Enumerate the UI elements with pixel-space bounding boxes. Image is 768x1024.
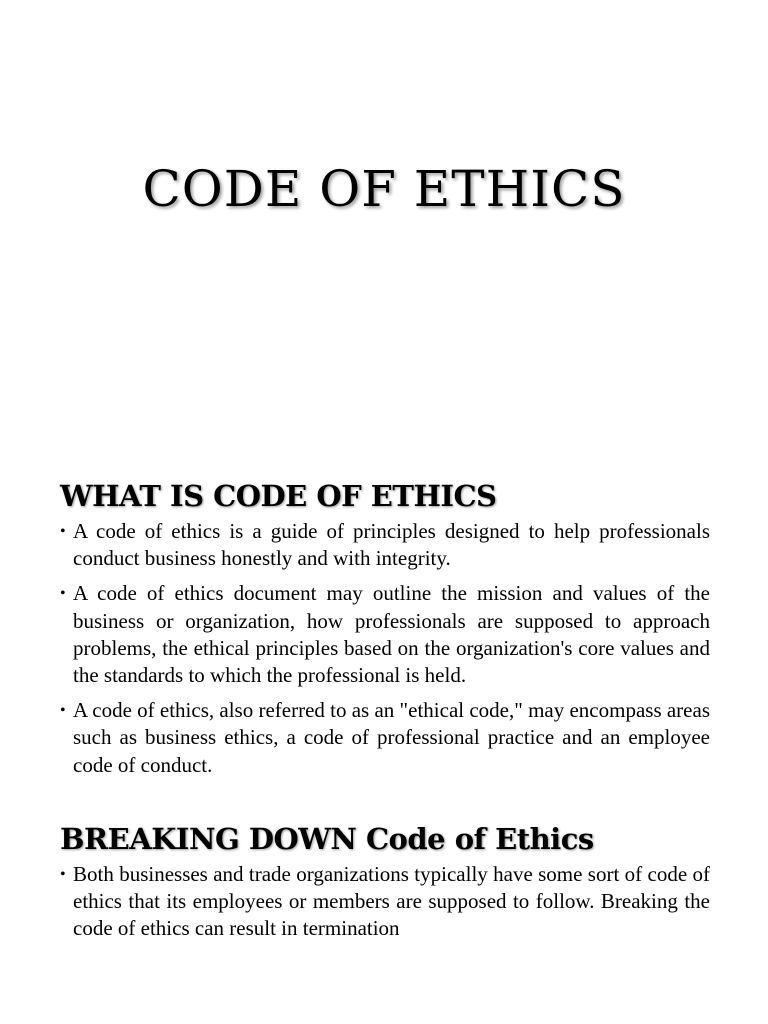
content-slide [60, 474, 710, 950]
list-item [60, 697, 710, 779]
bullet-list-breaking-down [60, 861, 710, 943]
bullet-text: A code of ethics, also referred to as an "ethical code," may encompass areas such as business ethics, a code of professional practice and an employee code of conduct. [73, 698, 710, 777]
bullet-icon: • [60, 585, 66, 603]
bullet-icon: • [60, 523, 66, 540]
list-item [60, 580, 710, 689]
bullet-icon: • [60, 865, 66, 883]
bullet-text: A code of ethics document may outline the mission and values of the business or organization, how professionals are supposed to approach problems, the ethical principles based on the organization's core values and the standards to which the professional is held. [73, 581, 710, 688]
page-title: CODE OF ETHICS [142, 160, 626, 218]
section-heading-what-is: WHAT IS CODE OF ETHICS [60, 479, 497, 513]
list-item [60, 861, 710, 943]
list-item [60, 518, 710, 572]
bullet-icon: • [60, 702, 66, 720]
section-heading-breaking-down: BREAKING DOWN Code of Ethics [60, 821, 594, 856]
title-slide [0, 0, 768, 420]
bullet-text: A code of ethics is a guide of principles designed to help professionals conduct business honestly and with integrity. [73, 519, 710, 571]
bullet-list-what-is [60, 518, 710, 779]
bullet-text: Both businesses and trade organizations typically have some sort of code of ethics that its employees or members are supposed to follow. Breaking the code of ethics can result in termination [73, 861, 710, 941]
